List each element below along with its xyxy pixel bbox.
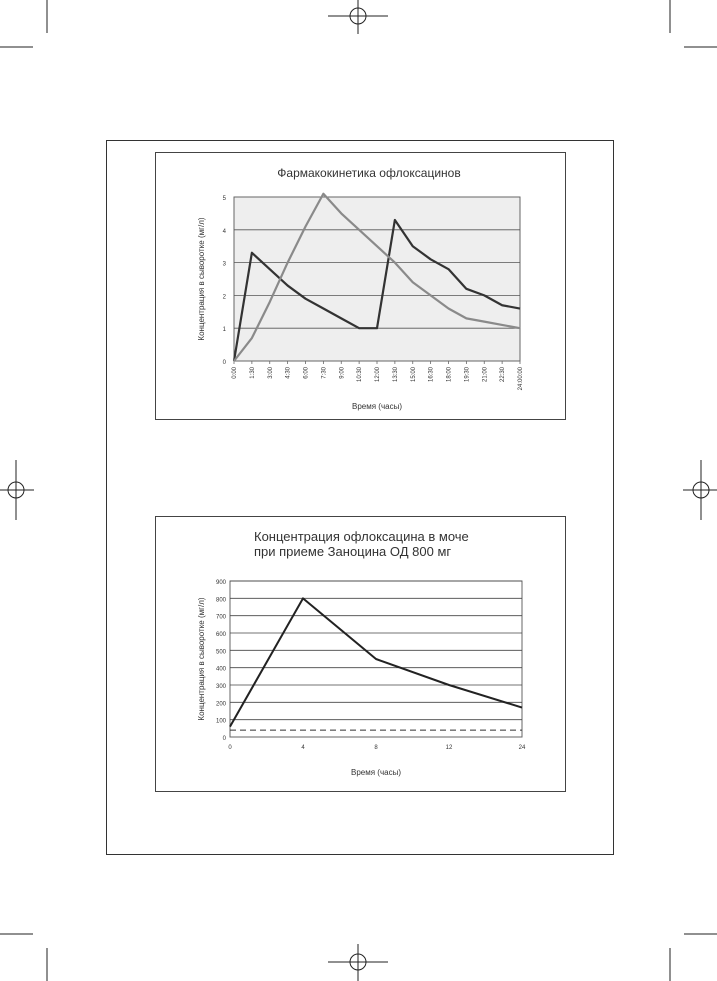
chart2-y-tick-label: 300 [215, 684, 226, 690]
chart1-x-tick-label: 10:30 [357, 367, 364, 383]
urine-concentration-chart [155, 516, 566, 792]
chart1-y-tick-label: 3 [222, 261, 226, 268]
chart2-x-tick-label: 4 [301, 745, 305, 751]
chart1-x-tick-label: 13:30 [392, 367, 399, 383]
chart2-y-tick-label: 0 [222, 736, 226, 742]
urine-concentration-chart-svg [156, 517, 565, 791]
chart2-x-tick-label: 24 [518, 745, 526, 751]
chart1-y-tick-label: 4 [222, 228, 226, 235]
chart1-x-tick-label: 16:30 [428, 367, 435, 383]
chart2-y-tick-label: 100 [215, 718, 226, 725]
chart1-x-tick-label: 7:30 [321, 367, 328, 379]
registration-mark-top [328, 0, 388, 34]
chart2-y-tick-label: 800 [215, 597, 226, 604]
chart1-y-tick-label: 0 [222, 360, 226, 366]
chart2-y-tick-label: 500 [215, 649, 226, 656]
chart1-x-tick-label: 9:00 [339, 367, 346, 379]
chart1-x-tick-label: 1:30 [249, 367, 256, 379]
pharmacokinetics-chart-svg [156, 153, 565, 419]
chart2-title-line-1: Концентрация офлоксацина в моче [254, 529, 469, 544]
chart1-x-tick-label: 3:00 [267, 367, 274, 379]
chart1-x-tick-label: 15:00 [410, 367, 417, 383]
chart1-x-tick-label: 19:30 [464, 367, 471, 383]
chart2-y-tick-label: 400 [215, 666, 226, 673]
chart1-x-tick-label: 21:00 [482, 367, 489, 383]
registration-mark-right [683, 460, 717, 520]
chart2-y-tick-label: 700 [215, 614, 226, 621]
chart2-y-tick-label: 200 [215, 701, 226, 708]
chart1-x-tick-label: 22:30 [500, 367, 507, 383]
chart2-x-tick-label: 8 [374, 745, 378, 751]
chart1-x-tick-label: 4:30 [285, 367, 292, 379]
chart2-x-tick-label: 0 [228, 745, 232, 751]
chart1-x-tick-label: 12:00 [375, 367, 381, 383]
chart1-y-tick-label: 5 [222, 196, 226, 202]
chart1-x-tick-label: 0:00 [232, 367, 238, 379]
chart2-y-axis-label: Концентрация в сыворотке (мг/л) [197, 597, 206, 721]
chart1-title: Фармакокинетика офлоксацинов [277, 166, 461, 180]
chart1-x-tick-label: 6:00 [303, 367, 310, 379]
chart1-plot-area [234, 197, 520, 361]
chart1-x-tick-label: 18:00 [446, 367, 453, 383]
chart2-title-line-2: при приеме Заноцина ОД 800 мг [254, 544, 452, 559]
chart2-y-tick-label: 900 [215, 580, 226, 586]
registration-mark-bottom [328, 944, 388, 981]
chart2-x-tick-label: 12 [445, 745, 453, 751]
chart1-x-tick-label: 24:00:00 [518, 367, 524, 391]
registration-mark-left [0, 460, 34, 520]
chart1-y-tick-label: 1 [222, 327, 226, 334]
chart2-y-tick-label: 600 [215, 632, 226, 638]
pharmacokinetics-chart [155, 152, 566, 420]
chart2-x-axis-label: Время (часы) [351, 768, 401, 777]
chart1-y-tick-label: 2 [222, 294, 226, 301]
chart1-y-axis-label: Концентрация в сыворотке (мг/л) [197, 217, 206, 341]
chart1-x-axis-label: Время (часы) [352, 402, 402, 411]
